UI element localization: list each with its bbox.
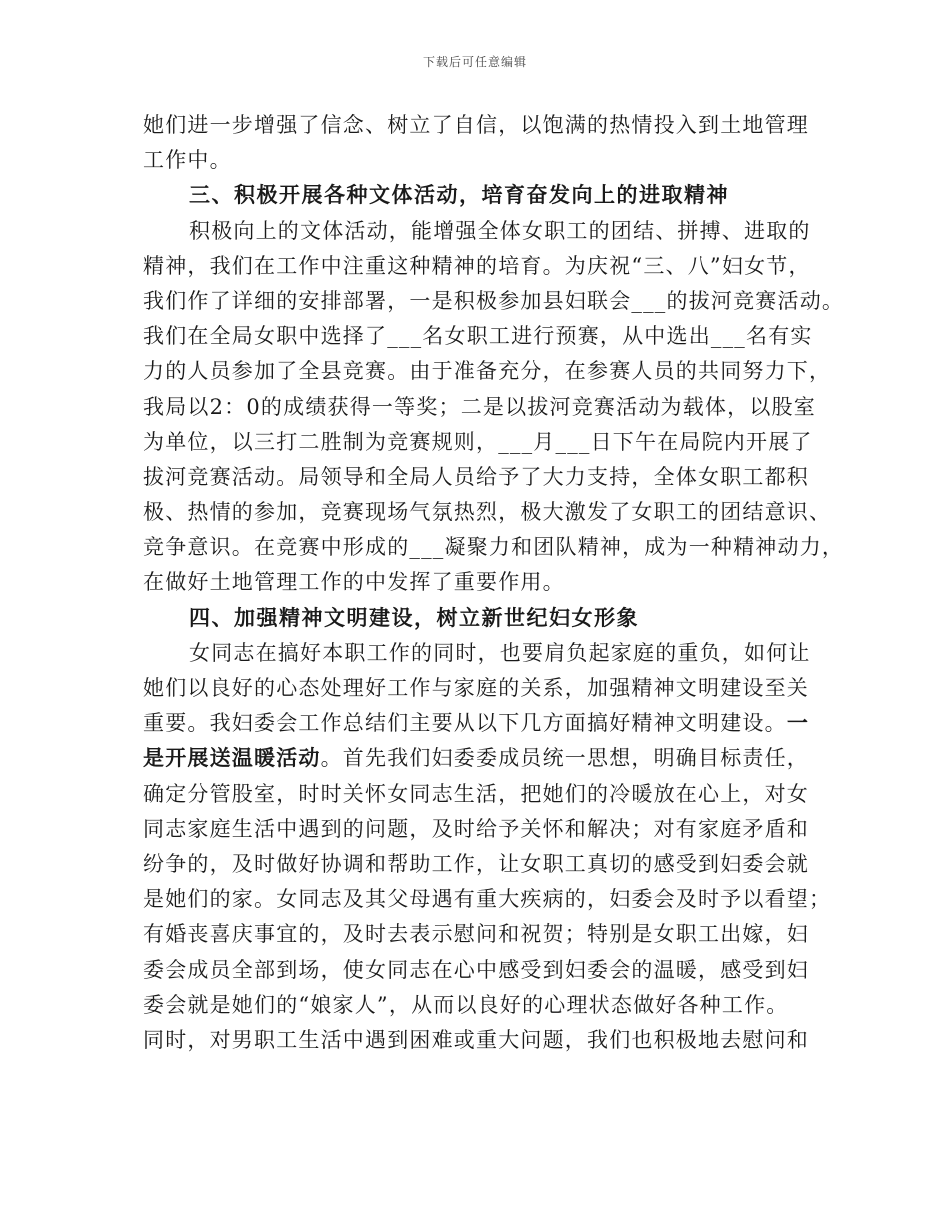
section-heading-3: 三、积极开展各种文体活动，培育奋发向上的进取精神	[189, 183, 729, 208]
paragraph-line: 她们以良好的心态处理好工作与家庭的关系，加强精神文明建设至关	[143, 676, 809, 700]
paragraph-line: 竞争意识。在竞赛中形成的___凝聚力和团队精神，成为一种精神动力，	[143, 535, 845, 560]
paragraph-line: 我们作了详细的安排部署，一是积极参加县妇联会___的拔河竞赛活动。	[143, 288, 845, 313]
paragraph-line: 同志家庭生活中遇到的问题，及时给予关怀和解决；对有家庭矛盾和	[143, 816, 809, 841]
paragraph-line: 确定分管股室，时时关怀女同志生活，把她们的冷暖放在心上，对女	[143, 781, 809, 806]
paragraph-line: 精神，我们在工作中注重这种精神的培育。为庆祝“三、八”妇女节，	[143, 253, 811, 278]
bold-lead-in: 一	[786, 711, 810, 736]
paragraph-line: 女同志在搞好本职工作的同时，也要肩负起家庭的重负，如何让	[189, 640, 811, 665]
document-body	[143, 108, 845, 1058]
paragraph-line	[143, 741, 823, 776]
paragraph-line: 我们在全局女职中选择了___名女职工进行预赛，从中选出___名有实	[143, 324, 813, 349]
paragraph-line: 积极向上的文体活动，能增强全体女职工的团结、拼搏、进取的	[189, 218, 811, 243]
paragraph-line: 我局以2：0的成绩获得一等奖；二是以拔河竞赛活动为载体，以股室	[143, 394, 816, 419]
paragraph-line: 同时，对男职工生活中遇到困难或重大问题，我们也积极地去慰问和	[143, 1027, 809, 1052]
paragraph-line: 在做好土地管理工作的中发挥了重要作用。	[143, 570, 565, 595]
paragraph-line: 她们进一步增强了信念、树立了自信，以饱满的热情投入到土地管理	[143, 113, 809, 137]
paragraph-line: 力的人员参加了全县竞赛。由于准备充分，在参赛人员的共同努力下，	[143, 359, 832, 384]
paragraph-line: 拔河竞赛活动。局领导和全局人员给予了大力支持，全体女职工都积	[143, 464, 809, 489]
line-text: 。首先我们妇委委成员统一思想，明确目标责任，	[320, 746, 810, 771]
paragraph-line: 委会就是她们的“娘家人”，从而以良好的心理状态做好各种工作。	[143, 992, 789, 1017]
paragraph-line: 纷争的，及时做好协调和帮助工作，让女职工真切的感受到妇委会就	[143, 851, 809, 876]
paragraph-line: 极、热情的参加，竞赛现场气氛热烈，极大激发了女职工的团结意识、	[143, 500, 832, 525]
line-text: 重要。我妇委会工作总结们主要从以下几方面搞好精神文明建设。	[143, 711, 787, 736]
paragraph-line: 工作中。	[143, 148, 232, 173]
page-header-note: 下载后可任意编辑	[422, 55, 527, 69]
paragraph-line: 是她们的家。女同志及其父母遇有重大疾病的，妇委会及时予以看望；	[143, 887, 832, 912]
paragraph-line: 为单位，以三打二胜制为竞赛规则，___月___日下午在局院内开展了	[143, 429, 813, 454]
paragraph-line	[143, 706, 823, 741]
bold-subheading: 是开展送温暖活动	[143, 746, 321, 771]
section-heading-4: 四、加强精神文明建设，树立新世纪妇女形象	[189, 605, 639, 630]
paragraph-line: 有婚丧喜庆事宜的，及时去表示慰问和祝贺；特别是女职工出嫁，妇	[143, 922, 809, 947]
paragraph-line: 委会成员全部到场，使女同志在心中感受到妇委会的温暖，感受到妇	[143, 957, 809, 982]
